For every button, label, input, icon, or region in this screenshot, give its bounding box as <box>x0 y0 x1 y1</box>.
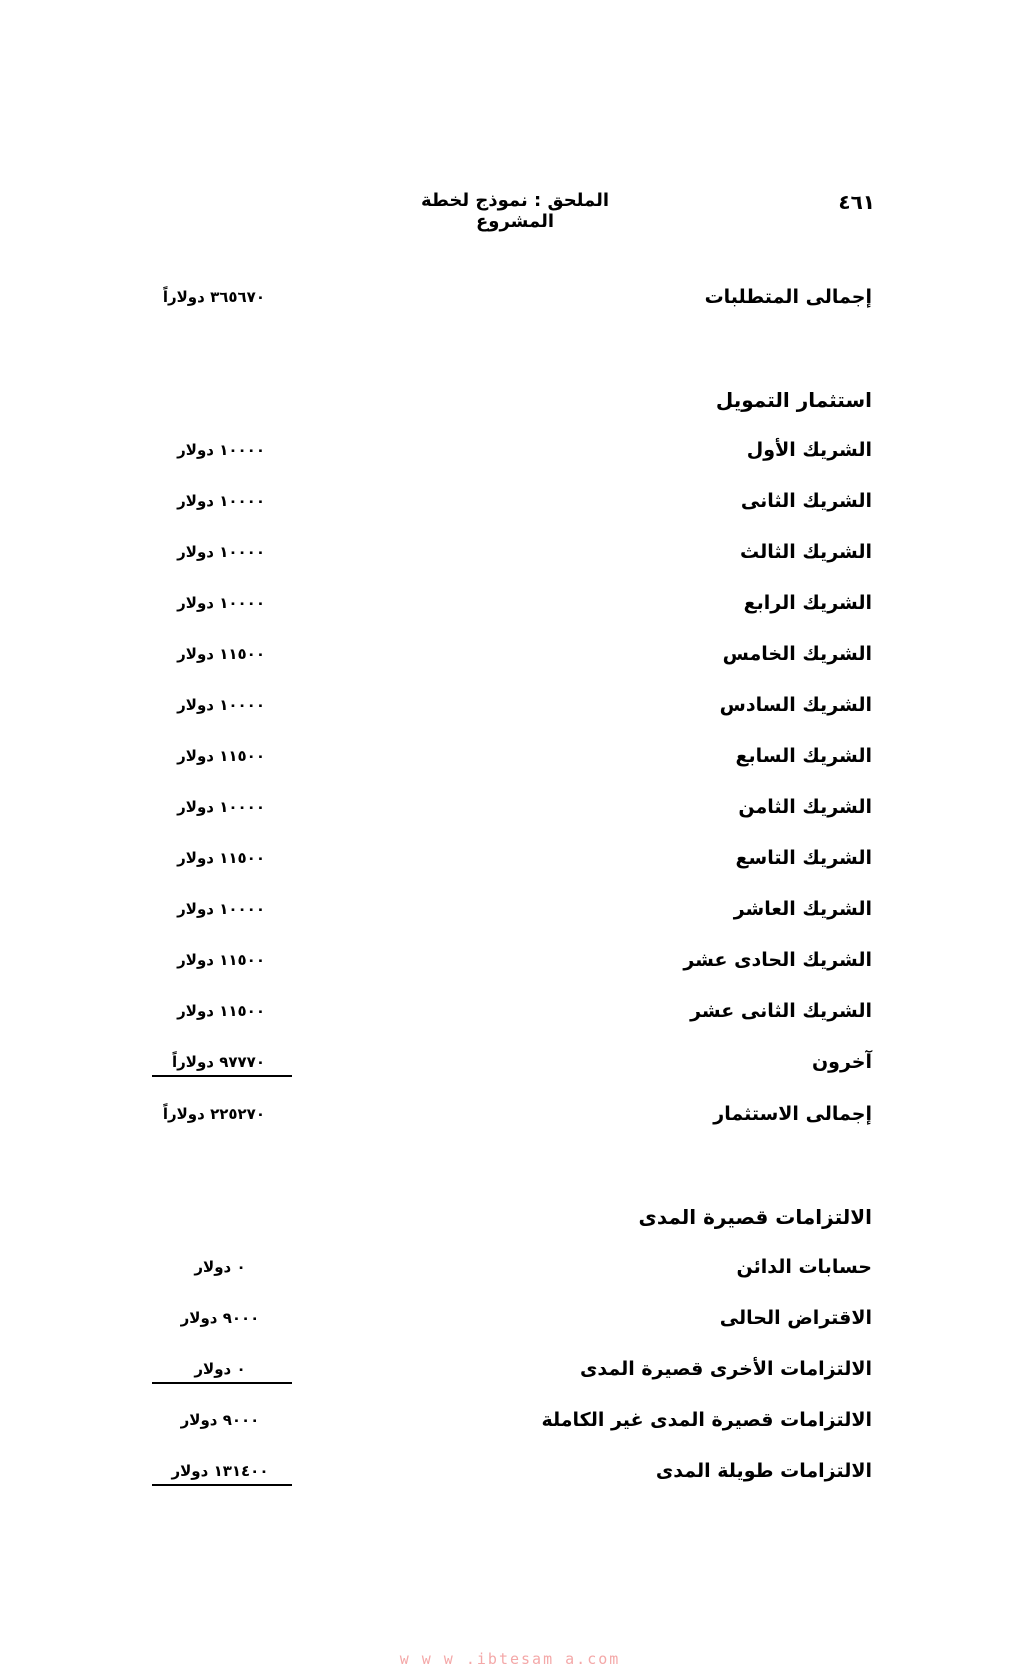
total-requirements-row <box>0 286 1020 320</box>
table-row <box>0 1460 1020 1494</box>
row-value: ٩٧٧٧٠ دولاراً <box>172 1053 265 1071</box>
table-row <box>0 439 1020 473</box>
row-label: الالتزامات قصيرة المدى غير الكاملة <box>541 1409 872 1431</box>
row-label: حسابات الدائن <box>736 1256 872 1278</box>
row-value: ١١٥٠٠ دولار <box>177 1002 265 1020</box>
short-term-liabilities-heading <box>0 1205 1020 1239</box>
row-label: الشريك العاشر <box>733 898 872 920</box>
table-row <box>0 694 1020 728</box>
total-investment-row <box>0 1103 1020 1137</box>
row-label: الاقتراض الحالى <box>719 1307 872 1329</box>
row-value: ٩٠٠٠ دولار <box>180 1411 260 1429</box>
row-label: الالتزامات الأخرى قصيرة المدى <box>579 1358 872 1380</box>
subtotal-rule <box>152 1382 292 1384</box>
row-value: ١٠٠٠٠ دولار <box>177 900 265 918</box>
table-row <box>0 592 1020 626</box>
row-value: ١٠٠٠٠ دولار <box>177 594 265 612</box>
table-row <box>0 1358 1020 1392</box>
table-row <box>0 643 1020 677</box>
running-title: الملحق : نموذج لخطة المشروع <box>420 190 610 232</box>
table-row <box>0 796 1020 830</box>
total-rule <box>152 1484 292 1486</box>
row-label: الشريك الثانى <box>740 490 872 512</box>
row-label: الشريك التاسع <box>735 847 872 869</box>
row-value: ١٣١٤٠٠ دولار <box>171 1462 269 1480</box>
table-row <box>0 1307 1020 1341</box>
section-heading: الالتزامات قصيرة المدى <box>638 1205 872 1229</box>
row-label: الشريك الثامن <box>738 796 872 818</box>
financing-heading <box>0 388 1020 422</box>
table-row <box>0 1000 1020 1034</box>
table-row <box>0 490 1020 524</box>
row-value: ٩٠٠٠ دولار <box>180 1309 260 1327</box>
row-label: الشريك السابع <box>735 745 872 767</box>
row-value: ١٠٠٠٠ دولار <box>177 798 265 816</box>
row-value: ١١٥٠٠ دولار <box>177 747 265 765</box>
page-header <box>0 190 1020 232</box>
row-label: الشريك الأول <box>746 439 872 461</box>
watermark: w w w .ibtesam a.com <box>399 1650 621 1668</box>
row-label: الالتزامات طويلة المدى <box>655 1460 872 1482</box>
table-row <box>0 745 1020 779</box>
row-label: الشريك السادس <box>719 694 872 716</box>
section-heading: استثمار التمويل <box>715 388 872 412</box>
row-label: الشريك الخامس <box>722 643 872 665</box>
subtotal-rule <box>152 1075 292 1077</box>
table-row <box>0 847 1020 881</box>
row-value: ١٠٠٠٠ دولار <box>177 543 265 561</box>
row-label: الشريك الحادى عشر <box>683 949 872 971</box>
row-label: الشريك الرابع <box>743 592 872 614</box>
row-value: ١٠٠٠٠ دولار <box>177 441 265 459</box>
row-label: إجمالى الاستثمار <box>713 1103 872 1125</box>
table-row <box>0 1256 1020 1290</box>
row-value: ١١٥٠٠ دولار <box>177 645 265 663</box>
page-number: ٤٦١ <box>838 190 875 214</box>
row-label: إجمالى المتطلبات <box>704 286 872 308</box>
table-row <box>0 949 1020 983</box>
row-value: ٠ دولار <box>194 1360 246 1378</box>
row-label: الشريك الثانى عشر <box>690 1000 872 1022</box>
row-value: ٠ دولار <box>194 1258 246 1276</box>
row-value: ١٠٠٠٠ دولار <box>177 696 265 714</box>
table-row <box>0 541 1020 575</box>
row-value: ١١٥٠٠ دولار <box>177 951 265 969</box>
row-value: ٣٦٥٦٧٠ دولاراً <box>162 288 265 306</box>
row-value: ١١٥٠٠ دولار <box>177 849 265 867</box>
row-label: آخرون <box>811 1051 872 1073</box>
table-row <box>0 1409 1020 1443</box>
others-row <box>0 1051 1020 1085</box>
table-row <box>0 898 1020 932</box>
row-label: الشريك الثالث <box>739 541 872 563</box>
row-value: ١٠٠٠٠ دولار <box>177 492 265 510</box>
row-value: ٢٢٥٢٧٠ دولاراً <box>162 1105 265 1123</box>
